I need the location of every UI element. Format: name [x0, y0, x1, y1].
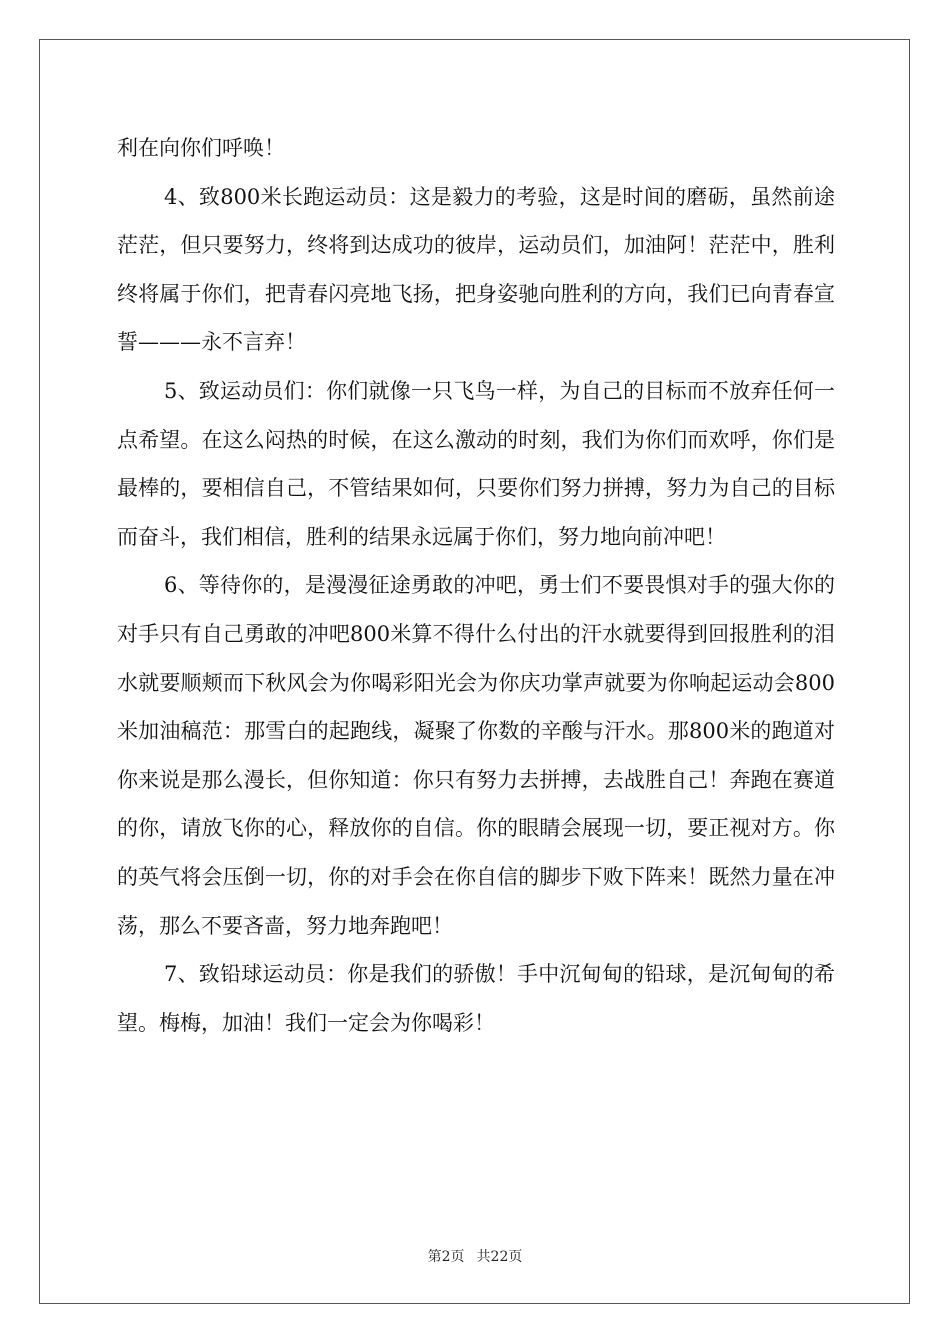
paragraph-item-4: 4、致800米长跑运动员：这是毅力的考验，这是时间的磨砺，虽然前途茫茫，但只要努力，终将到达成功的彼岸，运动员们，加油阿！茫茫中，胜利终将属于你们，把青春闪亮地飞扬，把身姿驰向胜利的方向，我们已向青春宣誓———永不言弃！ — [117, 184, 835, 355]
page-footer — [0, 1246, 950, 1266]
document-body — [117, 124, 835, 1047]
paragraph-item-6: 6、等待你的，是漫漫征途勇敢的冲吧，勇士们不要畏惧对手的强大你的对手只有自己勇敢的冲吧800米算不得什么付出的汗水就要得到回报胜利的泪水就要顺颊而下秋风会为你喝彩阳光会为你庆功掌声就要为你响起运动会800米加油稿范：那雪白的起跑线，凝聚了你数的辛酸与汗水。那800米的跑道对你来说是那么漫长，但你知道：你只有努力去拼搏，去战胜自己！奔跑在赛道的你，请放飞你的心，释放你的自信。你的眼睛会展现一切，要正视对方。你的英气将会压倒一切，你的对手会在你自信的脚步下败下阵来！既然力量在冲荡，那么不要吝啬，努力地奔跑吧！ — [117, 573, 835, 938]
page-number: 第2页 — [427, 1249, 465, 1265]
paragraph-item-7: 7、致铅球运动员：你是我们的骄傲！手中沉甸甸的铅球，是沉甸甸的希望。梅梅，加油！我们一定会为你喝彩！ — [117, 962, 835, 1035]
paragraph-item-5: 5、致运动员们：你们就像一只飞鸟一样，为自己的目标而不放弃任何一点希望。在这么闷热的时候，在这么激动的时刻，我们为你们而欢呼，你们是最棒的，要相信自己，不管结果如何，只要你们努力拼搏，努力为自己的目标而奋斗，我们相信，胜利的结果永远属于你们，努力地向前冲吧！ — [117, 378, 835, 549]
paragraph-continuation: 利在向你们呼唤！ — [117, 136, 285, 160]
total-pages: 共22页 — [476, 1249, 523, 1265]
